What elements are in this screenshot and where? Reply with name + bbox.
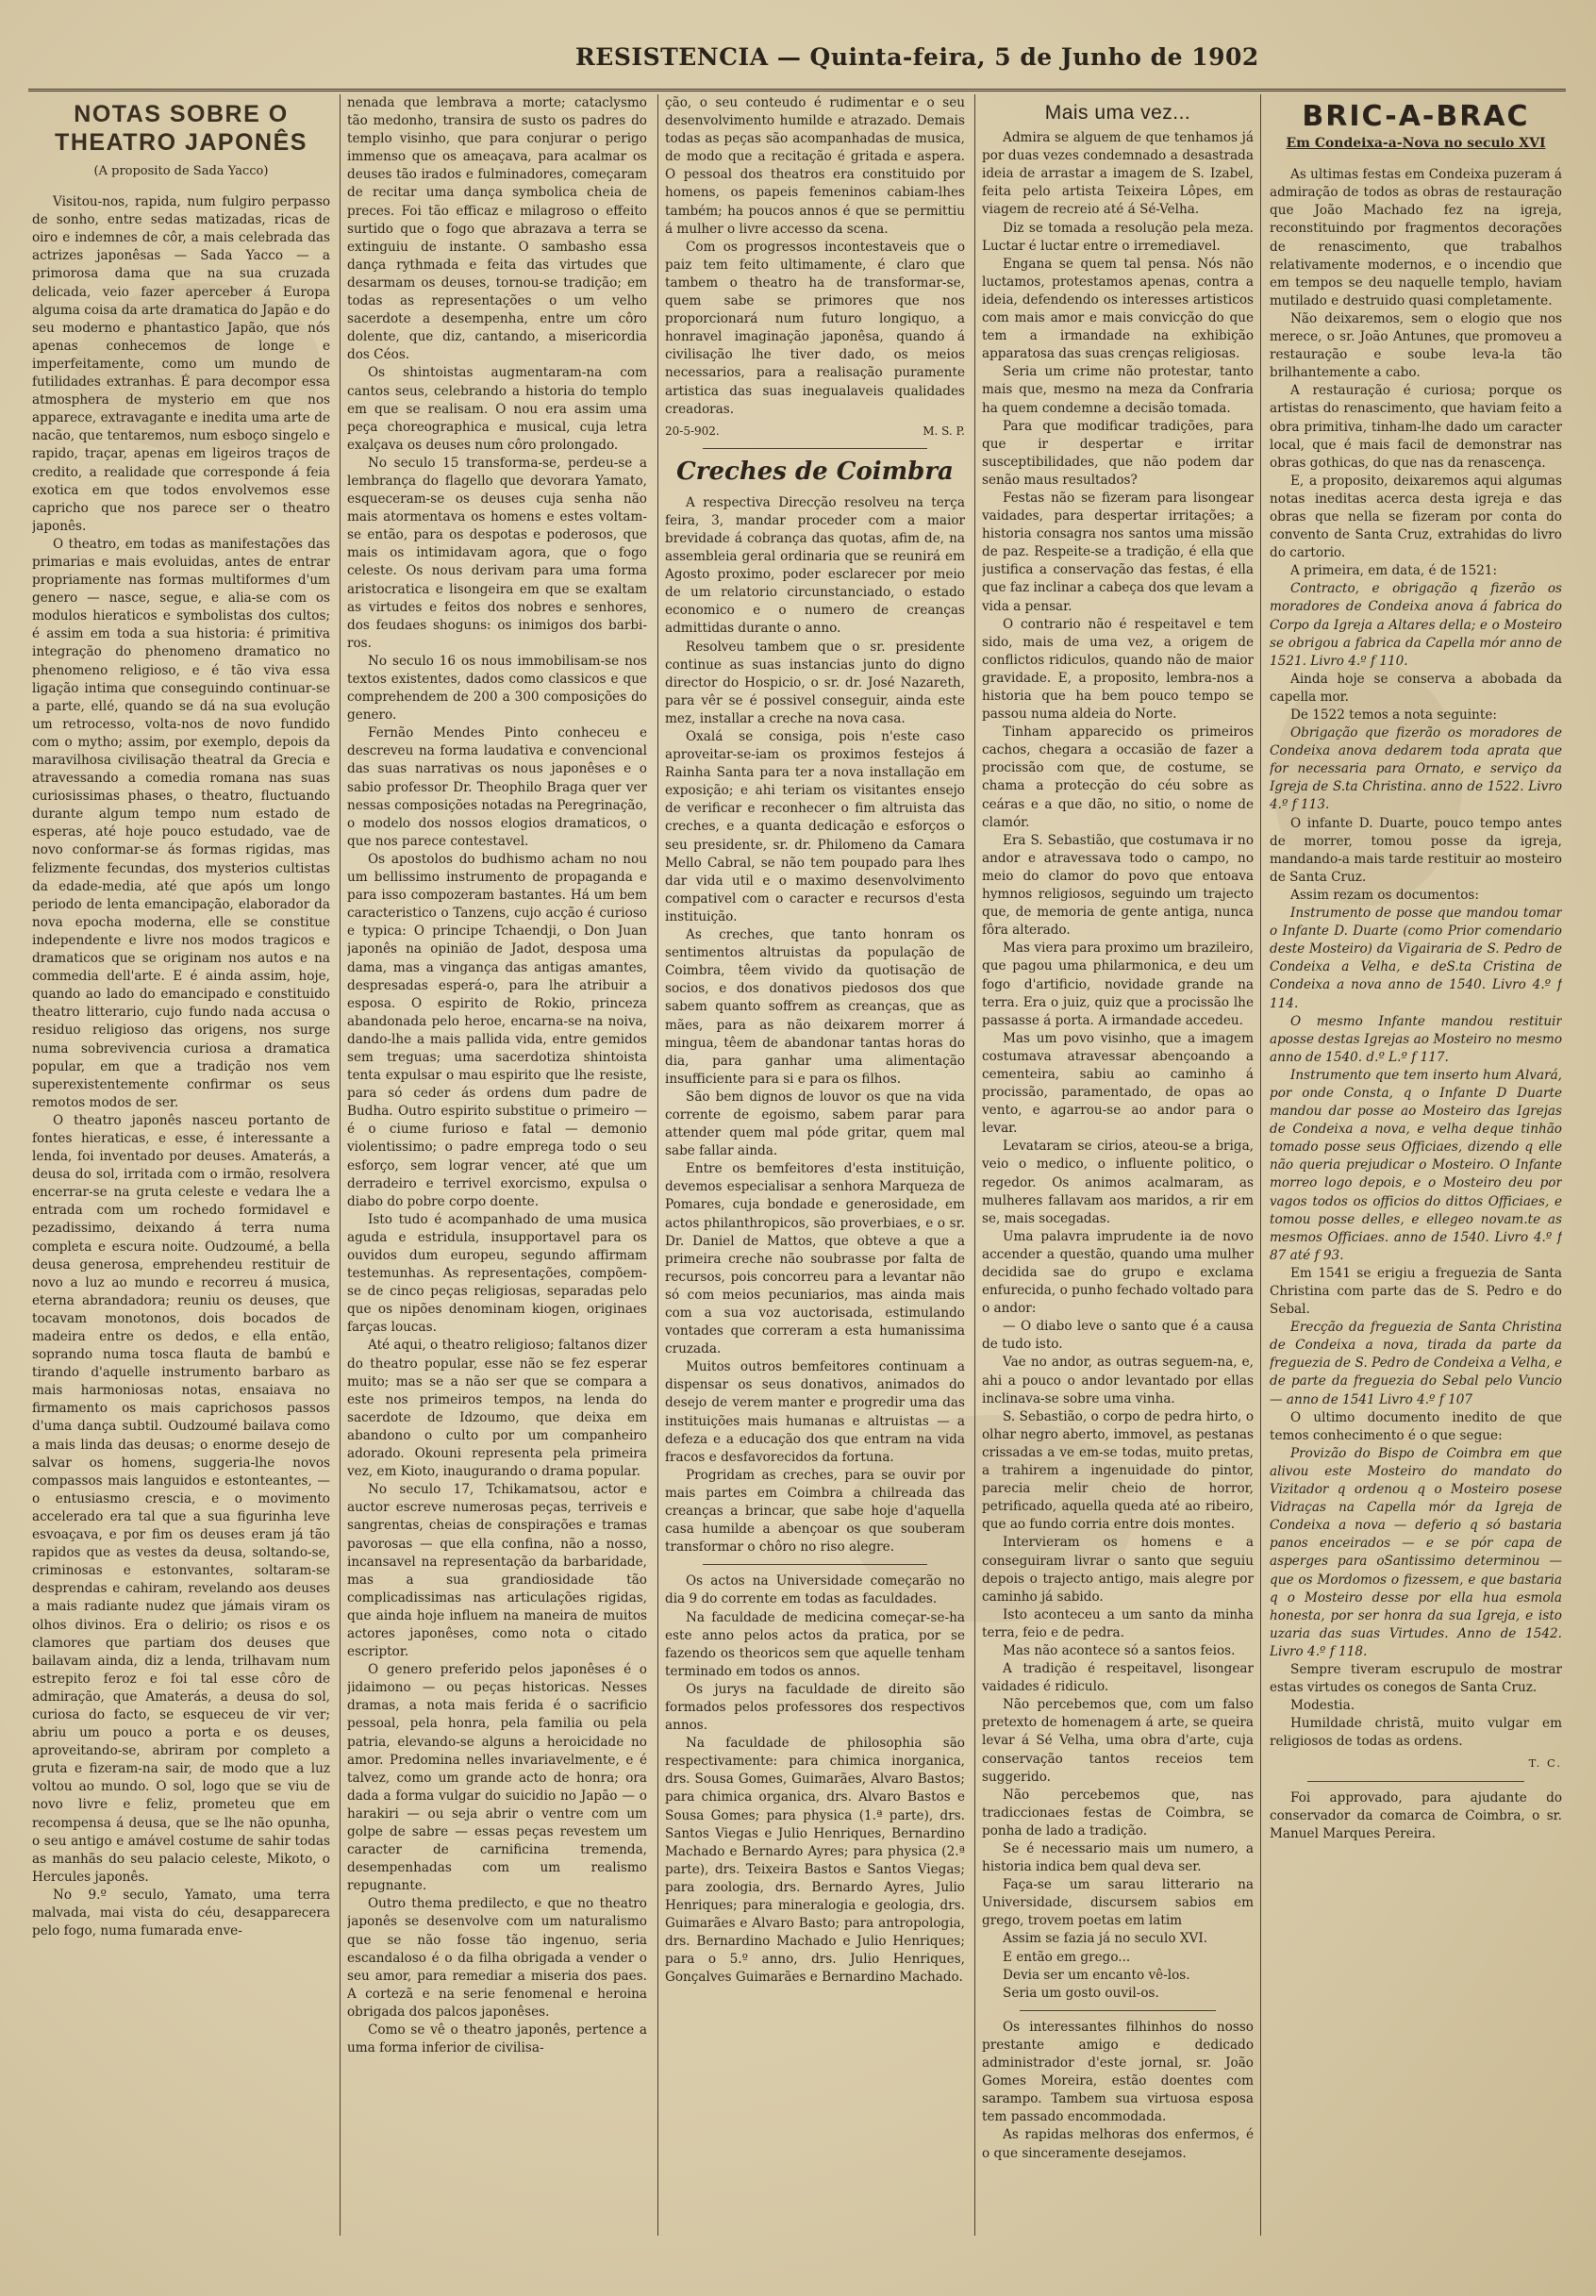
paragraph: Foi approvado, para ajudante do conservador da comarca de Coimbra, o sr. Manuel Marques Pereira. xyxy=(1270,1789,1562,1841)
article-signature: T. C. xyxy=(1528,1756,1562,1771)
paragraph: A tradição é respeitavel, lisongear vaidades é ridiculo. xyxy=(982,1661,1254,1695)
paragraph: E então em grego... xyxy=(1003,1949,1131,1965)
paragraph: Era S. Sebastião, que costumava ir no andor e atravessava todo o campo, no meio do clamor do povo que entoava hymnos religiosos, seguindo um trajecto que, de memoria de gente antiga, nunca fôra alterado. xyxy=(982,832,1254,939)
column-4 xyxy=(982,94,1254,2236)
article-date: 20-5-902. xyxy=(665,424,720,438)
column-divider xyxy=(974,94,975,2236)
paragraph: Progridam as creches, para se ouvir por mais partes em Coimbra a chilreada das creanças a brincar, que sabe hoje d'aquella casa humilde a abençoar os que souberam transformar o chôro no riso alegre. xyxy=(665,1467,965,1556)
paragraph: O contrario não é respeitavel e tem sido, mais de uma vez, a origem de conflictos ridiculos, quando não de maior gravidade. E, a proposito, lembra-nos a historia que ha bem pouco tempo se passou numa aldeia do Norte. xyxy=(982,616,1254,723)
column-2 xyxy=(347,94,647,2236)
paragraph: Mas viera para proximo um brazileiro, que pagou uma philarmonica, e deu um fogo d'artificio, novidade grande na terra. Era o juiz, quiz que a procissão lhe passasse á porta. A irmandade accedeu. xyxy=(982,940,1254,1028)
paragraph: Vae no andor, as outras seguem-na, e, ahi a pouco o andor levantado por ellas inclinava-se sobre uma vinha. xyxy=(982,1355,1254,1406)
paragraph: Fernão Mendes Pinto conheceu e descreveu na forma laudativa e convencional das suas narrativas os nous japonêses e o sabio professor Dr. Theophilo Braga quer ver nessas composições notadas na Peregrinação, o modelo dos nossos elogios dramaticos, o que nos parece contestavel. xyxy=(347,725,647,849)
paragraph: Na faculdade de philosophia são respectivamente: para chimica inorganica, drs. Sousa Gomes, Guimarães, Alvaro Bastos; para chimica organica, drs. Alvaro Bastos e Sousa Gomes; para physica (1.ª parte), drs. Santos Viegas e Julio Henriques, Bernardino Machado e Bernardo Ayres; para physica (2.ª parte), drs. Teixeira Bastos e Santos Viegas; para zoologia, drs. Bernardo Ayres, Julio Henriques; para mineralogia e geologia, drs. Guimarães e Alvaro Basto; para antropologia, drs. Bernardino Machado e Julio Henriques; para o 5.º anno, drs. Julio Henriques, Gonçalves Guimarães e Bernardino Machado. xyxy=(665,1736,965,1986)
paragraph: Não deixaremos, sem o elogio que nos merece, o sr. João Antunes, que promoveu a restauração e soube leva-la tão brilhantemente a cabo. xyxy=(1270,310,1562,381)
paragraph: Levataram se cirios, ateou-se a briga, veio o medico, o influente politico, o regedor. Os animos acalmaram, as mulheres fallavam aos maridos, a rir em se, mais socegadas. xyxy=(982,1139,1254,1226)
paragraph: O genero preferido pelos japonêses é o jidaimono — ou peças historicas. Nesses dramas, a nota mais ferida é o sacrificio pessoal, pela honra, pela familia ou pela patria, elevando-se alguns a heroicidade no amor. Predomina nelles invariavelmente, e é talvez, como um grande acto de honra; ora dada a forma vulgar do suicidio no Japão — o harakiri — ou seja abrir o ventre com um golpe de sabre — essas peças revestem um caracter de carnificina tremenda, desempenhadas com um realismo repugnante. xyxy=(347,1662,647,1894)
paragraph: Devia ser um encanto vê-los. xyxy=(1003,1967,1190,1983)
paragraph: Com os progressos incontestaveis que o paiz tem feito ultimamente, é claro que tambem o theatro ha de transformar-se, quem sabe se primores que nos proporcionará num futuro longiquo, a honravel imaginação japonêsa, quando á civilisação lhe tiver dado, os meios necessarios, para a realisação puramente artistica das suas inegualaveis qualidades creadoras. xyxy=(665,239,965,417)
paragraph: Modestia. xyxy=(1290,1698,1355,1714)
article-title: Mais uma vez... xyxy=(1044,102,1191,124)
paragraph: Os actos na Universidade começarão no dia 9 do corrente em todas as faculdades. xyxy=(665,1573,965,1607)
column-divider xyxy=(657,94,658,2236)
paragraph: No seculo 16 os nous immobilisam-se nos textos existentes, dados como classicos e que comprehendem de 200 a 300 composições do genero. xyxy=(347,653,647,724)
paragraph: No seculo 17, Tchikamatsou, actor e auctor escreve numerosas peças, terriveis e sangrentas, cheias de conspirações e tramas pavorosas — que ella confina, não a nosso, incansavel na representação da barbaridade, mas a sua grandiosidade tão complicadissimas nas articulações rigidas, que ainda hoje influem na maneira de muitos actores japonêses, como nota o citado escriptor. xyxy=(347,1482,647,1660)
paragraph: Mas um povo visinho, que a imagem costumava atravessar abençoando a cementeira, sabiu ao caminho á procissão, paramentado, de opas ao vento, e agarrou-se ao andor para o levar. xyxy=(982,1030,1254,1137)
document-quote: Instrumento de posse que mandou tomar o Infante D. Duarte (como Prior comendario deste Mosteiro) da Vigairaria de S. Pedro de Condeixa a Velha, e deS.ta Cristina de Condeixa a nova anno de 1540. Livro 4.º f 114. xyxy=(1270,906,1562,1011)
paragraph: Se é necessario mais um numero, a historia indica bem qual deva ser. xyxy=(982,1841,1254,1875)
paragraph: Intervieram os homens e a conseguiram livrar o santo que seguiu depois o trajecto antigo, mais alegre por caminho já sabido. xyxy=(982,1535,1254,1605)
paragraph: Outro thema predilecto, e que no theatro japonês se desenvolve com um naturalismo que se não fosse tão ingenuo, seria escandaloso é o da filha obrigada a vender o seu amor, para remediar a miseria dos paes. A cortezã e na serie fenomenal e heroina obrigada dos palcos japonêses. xyxy=(347,1896,647,2020)
paragraph: Admira se alguem de que tenhamos já por duas vezes condemnado a desastrada ideia de arrastar a imagem de S. Izabel, feita pelo artista Teixeira Lôpes, em viagem de recreio até á Sé-Velha. xyxy=(982,130,1254,218)
paragraph: São bem dignos de louvor os que na vida corrente de egoismo, sabem parar para attender quem mal póde gritar, quem mal sabe fallar ainda. xyxy=(665,1089,965,1159)
document-quote: Instrumento que tem inserto hum Alvará, por onde Consta, q o Infante D Duarte mandou dar posse ao Mosteiro das Igrejas de Condeixa a nova, e velha deque tinhão tomado posse seus Officiaes, dizendo q elle não queria prejudicar o Mosteiro. O Infante morreo logo depois, e o Mosteiro deu por vagos todos os officios do dittos Officiaes, e tomou posse delles, e ellegeo novam.te as mesmos Officiaes. anno de 1540. Livro 4.º f 87 até f 93. xyxy=(1270,1067,1562,1263)
paragraph: Seria um crime não protestar, tanto mais que, mesmo na meza da Confraria ha quem condemne a decisão tomada. xyxy=(982,364,1254,416)
section-rule xyxy=(1307,1781,1524,1782)
section-rule xyxy=(703,1564,927,1565)
paragraph: Os jurys na faculdade de direito são formados pelos professores dos respectivos annos. xyxy=(665,1681,965,1734)
paragraph: Como se vê o theatro japonês, pertence a uma forma inferior de civilisa- xyxy=(347,2022,647,2056)
paragraph: O theatro, em todas as manifestações das primarias e mais evoluidas, antes de entrar propriamente nas formas multiformes d'um genero — nasce, segue, e alia-se com os modulos hieraticos e symbolistas dos cultos; é assim em toda a sua historia: é primitiva integração do phenomeno dramatico no phenomeno religioso, e é tão viva essa ligação intima que conseguindo continuar-se a parte, ellé, quando se dá na sua evolução um retrocesso, volta-nos de novo fundido com o mytho; assim, por exemplo, depois da maravilhosa civilisação theatral da Grecia e atravessando a comedia romana nas suas curiosissimas phases, o theatro, fluctuando durante algum tempo num estado de esperas, até hoje pouco estudado, vae de novo conformar-se ás formas rigidas, mas felizmente fecundas, dos mysterios cultistas da edade-media, até que após um longo periodo de lenta emancipação, elaborador da nova epocha moderna, elle se constitue independente e livre nos modos tragicos e dramaticos que se originam nos autos e na commedia dell'arte. E é ainda assim, hoje, quando ao lado do emancipado e constituido theatro litterario, cujo fundo nada accusa o residuo religioso das origens, nos surge numa sobrevivencia curiosa a dramatica popular, em que a tradição nos vem superexistentemente confirmar os seus remotos modos de ser. xyxy=(32,536,330,1110)
paragraph: O theatro japonês nasceu portanto de fontes hieraticas, e esse, é interessante a lenda, foi inventado por deuses. Amaterás, a deusa do sol, irritada com o irmão, resolvera encerrar-se na gruta celeste e vedara lhe a entrada com um rochedo formidavel e pezadissimo, deixando á terra numa completa e escura noite. Oudzoumé, a bella deusa generosa, emprehendeu restituir de novo a luz ao mundo e recorreu á musica, eterna abrandadora; reuniu os deuses, que tocavam monotonos, dois bocados de madeira entre os dedos, e ella então, soprando numa tosca flauta de bambú e tirando d'aquelle instrumento barbaro as mais harmoniosas notas, ensaiava no firmamento os mais caprichosos passos d'uma dança subtil. Oudzoumé bailava como a mais linda das deusas; o enorme desejo de salvar os homens, suggeria-lhe novos compassos mais languidos e estonteantes, — o entusiasmo crescia, e o movimento accelerado era tal que a sua figurinha leve esvoaçava, e por fim os deuses eram já tão rapidos que as vestes da deusa, soltando-se, criminosas e estonvantes, soltaram-se desprendas e cahiram, revelando aos deuses a mais radiante nudez que jámais viram os olhos divinos. Era o delirio; os risos e os clamores que partiam dos deuses que bailavam ainda, diz a lenda, trilhavam num estrepito feroz e foi tal esse côro de admiração, que Amaterás, a deusa do sol, curiosa do facto, se esqueceu de vir ver; abriu um pouco a porta e os deuses, aproveitando-se, abriram por completo a gruta e fizeram-na sair, de modo que a luz voltou ao mundo. O sol, logo que se viu de novo livre e feliz, prometeu que em recompensa á deusa, que se lhe não opunha, o seu antigo e amável costume de sahir todas as manhãs do seu palacio celeste, Mikoto, o Hercules japonês. xyxy=(32,1112,330,1885)
paragraph: ção, o seu conteudo é rudimentar e o seu desenvolvimento humilde e atrazado. Demais todas as peças são acompanhadas de musica, de modo que a recitação é gritada e aspera. O pessoal dos theatros era constituido por homens, os papeis femeninos cabiam-lhes também; ha poucos annos é que se permittiu á mulher o livre accesso da scena. xyxy=(665,95,965,237)
paragraph: Os shintoistas augmentaram-na com cantos seus, celebrando a historia do templo em que se realisam. O nou era assim uma peça choreographica e musical, cuja letra exalçava os deuses num côro prolongado. xyxy=(347,365,647,453)
article-title: Creches de Coimbra xyxy=(676,457,954,486)
document-quote: Erecção da freguezia de Santa Christina de Condeixa a nova, tirada da parte da freguezia de S. Pedro de Condeixa a Velha, e de parte da freguezia do Sebal pelo Vuncio — anno de 1541 Livro 4.º f 107 xyxy=(1270,1320,1562,1407)
paragraph: Muitos outros bemfeitores continuam a dispensar os seus donativos, animados do desejo de verem manter e progredir uma das instituições mais humanas e altruistas — a defeza e a educação dos que entram na vida fracos e desfavorecidos da fortuna. xyxy=(665,1359,965,1465)
article-subtitle: (A proposito de Sada Yacco) xyxy=(93,164,269,178)
paragraph: Isto aconteceu a um santo da minha terra, feio e de pedra. xyxy=(982,1606,1254,1640)
paragraph: Isto tudo é acompanhado de uma musica aguda e estridula, insupportavel para os ouvidos dum europeu, segundo affirmam testemunhas. As representações, compõem-se de cinco peças religiosas, separadas pelo que os nipões denominam kiogen, originaes farças loucas. xyxy=(347,1211,647,1336)
masthead xyxy=(28,38,1566,92)
paragraph: Diz se tomada a resolução pela meza. Luctar é luctar entre o irremediavel. xyxy=(982,220,1254,254)
article-title: NOTAS SOBRE O THEATRO JAPONÊS xyxy=(55,101,308,156)
paragraph: E, a proposito, deixaremos aqui algumas notas ineditas acerca desta igreja e das obras que nella se fizeram por conta do convento de Santa Cruz, extrahidas do livro do cartorio. xyxy=(1270,473,1562,561)
section-rule xyxy=(703,448,927,449)
paragraph: O ultimo documento inedito de que temos conhecimento é o que segue: xyxy=(1270,1409,1562,1443)
paragraph: Assim se fazia já no seculo XVI. xyxy=(1003,1931,1208,1947)
column-3 xyxy=(665,94,965,2236)
paragraph: Resolveu tambem que o sr. presidente continue as suas instancias junto do digno director do Hospicio, o sr. dr. José Nazareth, para vêr se é possivel conseguir, ainda este mez, installar a creche na nova casa. xyxy=(665,639,965,726)
paragraph: Uma palavra imprudente ia de novo accender a questão, quando uma mulher decidida sae do grupo e exclama enfurecida, o punho fechado voltado para o andor: xyxy=(982,1228,1254,1317)
paragraph: Os interessantes filhinhos do nosso prestante amigo e dedicado administrador d'este jornal, sr. João Gomes Moreira, estão doentes com sarampo. Tambem sua virtuosa esposa tem passado encommodada. xyxy=(982,2019,1254,2125)
paragraph: Para que modificar tradições, para que ir despertar e irritar susceptibilidades, que não podem dar senão maus resultados? xyxy=(982,418,1254,488)
paragraph: Em 1541 se erigiu a freguezia de Santa Christina com parte das de S. Pedro e do Sebal. xyxy=(1270,1265,1562,1318)
paragraph: No seculo 15 transforma-se, perdeu-se a lembrança do flagello que devorara Yamato, esqueceram-se os deuses cuja senha não mais atormentava os homens e estes voltam-se então, para os despotas e poderosos, que mais os intimidavam agora, que o fogo celeste. Os nous derivam para uma forma aristocratica e lisongeira em que se exaltam as virtudes e feitos dos nobres e senhores, dos feudaes shoguns: os inimigos dos barbi-ros. xyxy=(347,455,647,651)
article-signature: M. S. P. xyxy=(923,424,965,438)
paragraph: Entre os bemfeitores d'esta instituição, devemos especialisar a senhora Marqueza de Pomares, cuja bondade e generosidade, em actos philanthropicos, são proverbiaes, e o sr. Dr. Daniel de Mattos, que obteve a que a primeira creche não soubrasse por falta de recursos, pois concorreu para a levantar não só com meios pecuniarios, mas ainda mais com a sua voz auctorisada, estimulando vontades que correram a esta humanissima cruzada. xyxy=(665,1161,965,1357)
paragraph: O infante D. Duarte, pouco tempo antes de morrer, tomou posse da igreja, mandando-a mais tarde restituir ao mosteiro de Santa Cruz. xyxy=(1270,815,1562,885)
paragraph: A primeira, em data, é de 1521: xyxy=(1290,563,1498,579)
paragraph: Faça-se um sarau litterario na Universidade, discursem sabios em grego, trovem poetas em latim xyxy=(982,1877,1254,1929)
paragraph: Oxalá se consiga, pois n'este caso aproveitar-se-iam os proximos festejos á Rainha Santa para ter a nova installação em exposição; e ahi teriam os visitantes ensejo de verificar e reconhecer o fim altruista das creches, e a quanta dedicação e esforços o seu presidente, sr. dr. Philomeno da Camara Mello Cabral, se não tem poupado para lhes dar vida util e o maximo desenvolvimento compativel com o caracter e recursos d'esta instituição. xyxy=(665,729,965,924)
column-5 xyxy=(1270,94,1562,2236)
paragraph: — O diabo leve o santo que é a causa de tudo isto. xyxy=(982,1319,1254,1353)
paragraph: Não percebemos que, com um falso pretexto de homenagem á arte, se queira levar á Sé Velha, uma obra d'arte, cuja conservação tantos receios tem suggerido. xyxy=(982,1697,1254,1785)
paragraph: Humildade christã, muito vulgar em religiosos de todas as ordens. xyxy=(1270,1716,1562,1750)
paragraph: A restauração é curiosa; porque os artistas do renascimento, que haviam feito a obra primitiva, tinham-lhe dado um caracter local, que é mais facil de demonstrar nas obras gothicas, do que nas da renascença. xyxy=(1270,383,1562,471)
column-divider xyxy=(340,94,341,2236)
paragraph: As ultimas festas em Condeixa puzeram á admiração de todos as obras de restauração que João Machado fez na igreja, reconstituindo por fragmentos decorações de renascimento, que trabalhos relativamente modernos, e o incendio que em tempos se deu naquelle templo, haviam mutilado e destruido quasi completamente. xyxy=(1270,167,1562,308)
paragraph: Os apostolos do budhismo acham no nou um bellissimo instrumento de propaganda e para isso compozeram bastantes. Há um bem caracteristico o Tanzens, cujo acção é curioso e typica: O principe Tchaendji, o Don Juan japonês na opinião de Jadot, desposa uma dama, mas a vingança das antigas amantes, despresadas esperá-o, para lhe atribuir a esposa. O espirito de Rokio, princeza abandonada pelo heroe, encarna-se na noiva, dando-lhe a mais pallida vida, entre gemidos sem treguas; uma sacerdotiza shintoista tenta expulsar o mau espirito que lhe resiste, para só ceder ás ordens dum padre de Budha. Outro espirito substitue o primeiro — é o ciume furioso e fatal — demonio violentissimo; o padre emprega todo o seu esforço, sem lograr vencer, até que um derradeiro e terrivel exorcismo, expulsa o diabo do pobre corpo doente. xyxy=(347,851,647,1209)
document-quote: Provizão do Bispo de Coimbra em que alivou este Mosteiro do mandato do Vizitador q ordenou q o Mosteiro posese Vidraças na Capella mór da Igreja de Condeixa a nova — deferio q só bastaria panos enceirados — e se pór capa de asperges para oSantissimo determinou — que os Mordomos o fizessem, e que bastaria q o Mosteiro desse por ella hua esmola honesta, por ser honra da sua Igreja, e isto uzaria das suas Virtudes. Anno de 1542. Livro 4.º f 118. xyxy=(1270,1445,1562,1659)
paragraph: Até aqui, o theatro religioso; faltanos dizer do theatro popular, esse não se fez esperar muito; mas se a não ser que se compara a este nos primeiros tempos, na lenda do sacerdote de Idzoumo, que deixa em abandono o culto por um companheiro adorado. Okouni representa pela primeira vez, em Kioto, inaugurando o drama popular. xyxy=(347,1338,647,1480)
paragraph: Seria um gosto ouvil-os. xyxy=(1003,1985,1159,2001)
document-quote: O mesmo Infante mandou restituir aposse destas Igrejas ao Mosteiro no mesmo anno de 1540. d.º L.º f 117. xyxy=(1270,1013,1562,1065)
paragraph: A respectiva Direcção resolveu na terça feira, 3, mandar proceder com a maior brevidade á cobrança das quotas, afim de, na assembleia geral ordinaria que se reunirá em Agosto proximo, poder esclarecer por meio de um relatorio circunstanciado, o estado economico e o numero de creanças admittidas durante o anno. xyxy=(665,494,965,637)
column-divider xyxy=(1260,94,1261,2236)
paragraph: Mas não acontece só a santos feios. xyxy=(1003,1642,1236,1658)
paragraph: Não percebemos que, nas tradiccionaes festas de Coimbra, se ponha de lado a tradição. xyxy=(982,1787,1254,1838)
paragraph: Tinham apparecido os primeiros cachos, chegara a occasião de fazer a procissão com que, de costume, se chama a protecção do céu sobre as ceáras e a que dão, no sitio, o nome de clamór. xyxy=(982,724,1254,830)
byline xyxy=(665,423,965,441)
paragraph: Na faculdade de medicina começar-se-ha este anno pelos actos da pratica, por se fazendo os theoricos sem que aquelle tenham terminado em todos os annos. xyxy=(665,1609,965,1679)
paragraph: S. Sebastião, o corpo de pedra hirto, o olhar negro aberto, immovel, as pestanas crissadas a ve em-se todas, muito pretas, a trahirem a ingenuidade do pintor, parecia melir cheio de horror, petrificado, aquella queda até ao ribeiro, que ao fundo corria entre dois montes. xyxy=(982,1408,1254,1533)
paragraph: No 9.º seculo, Yamato, uma terra malvada, mai vista do céu, desapparecera pelo fogo, numa fumarada enve- xyxy=(32,1887,330,1939)
section-title: BRIC-A-BRAC xyxy=(1302,100,1530,133)
header-line: RESISTENCIA — Quinta-feira, 5 de Junho de 1902 xyxy=(575,43,1259,71)
paragraph: As rapidas melhoras dos enfermos, é o que sinceramente desejamos. xyxy=(982,2127,1254,2161)
paragraph: De 1522 temos a nota seguinte: xyxy=(1290,707,1497,723)
paragraph: nenada que lembrava a morte; cataclysmo tão medonho, transira de susto os padres do templo visinho, que para conjurar o perigo immenso que os ameaçava, para acalmar os deuses tão irados e fulminadores, começaram de recitar uma dança symbolica cheia de preces. Foi tão efficaz e milagroso o effeito surtido que o fogo que abrazava a terra se extinguiu de instante. O sambasho essa dança rythmada e feita das virtudes que desarmam os deuses, tornou-se tradição; em todas as representações o um velho sacerdote a desempenha, entre um côro dolente, que diz, cantando, a misericordia dos Céos. xyxy=(347,95,647,363)
paragraph: Engana se quem tal pensa. Nós não luctamos, protestamos apenas, contra a ideia, defendendo os interesses artisticos com mais amor e mais convicção do que tem a irmandade na exhibição apparatosa das suas crenças religiosas. xyxy=(982,256,1254,362)
article-subtitle: Em Condeixa-a-Nova no seculo XVI xyxy=(1286,136,1546,152)
paragraph: As creches, que tanto honram os sentimentos altruistas da população de Coimbra, têem vivido da quotisação de socios, e dos donativos piedosos dos que sabem quanto soffrem as creanças, que as mães, para as não deixarem morrer á mingua, têem de abandonar tantas horas do dia, para ganhar uma alimentação insufficiente para si e para os filhos. xyxy=(665,927,965,1087)
section-rule xyxy=(1020,2010,1216,2011)
document-quote: Obrigação que fizerão os moradores de Condeixa anova dedarem toda aprata que for necessaria para Ornato, e serviço da Igreja de S.ta Christina. anno de 1522. Livro 4.º f 113. xyxy=(1270,725,1562,813)
paragraph: Sempre tiveram escrupulo de mostrar estas virtudes os conegos de Santa Cruz. xyxy=(1270,1661,1562,1696)
paragraph: Festas não se fizeram para lisongear vaidades, para despertar irritações; a historia consagra nos santos uma missão de paz. Respeite-se a tradição, é ella que justifica a conservação das festas, é ella que faz inclinar a cabeça dos que levam a vida a pensar. xyxy=(982,490,1254,614)
paragraph: Visitou-nos, rapida, num fulgiro perpasso de sonho, entre sedas matizadas, ricas de oiro e indemnes de côr, a mais celebrada das actrizes japonêsas — Sada Yacco — a primorosa dama que na sua cruzada delicada, veio fazer aperceber á Europa alguma coisa da arte dramatica do Japão e do seu moderno e phantastico Japão, que nós apenas conhecemos de longe e imperfeitamente, como um mundo de futilidades extranhas. É para decompor essa atmosphera de mysterio em que nos apparece, extravagante e inedita uma arte de nacão, que tentaremos, num esboço singelo e rapido, traçar, apenas em ligeiros traços de credito, a realidade que corresponde á feia exotica em que todos envolvemos esse capricho que nos parece ser o theatro japonês. xyxy=(32,194,330,534)
paragraph: Assim rezam os documentos: xyxy=(1290,887,1479,903)
document-quote: Contracto, e obrigação q fizerão os moradores de Condeixa anova á fabrica do Corpo da Igreja a Altares della; e o Mosteiro se obrigou a fabrica da Capella mór anno de 1521. Livro 4.º f 110. xyxy=(1270,581,1562,669)
paragraph: Ainda hoje se conserva a abobada da capella mor. xyxy=(1270,671,1562,705)
column-1 xyxy=(32,94,330,2236)
